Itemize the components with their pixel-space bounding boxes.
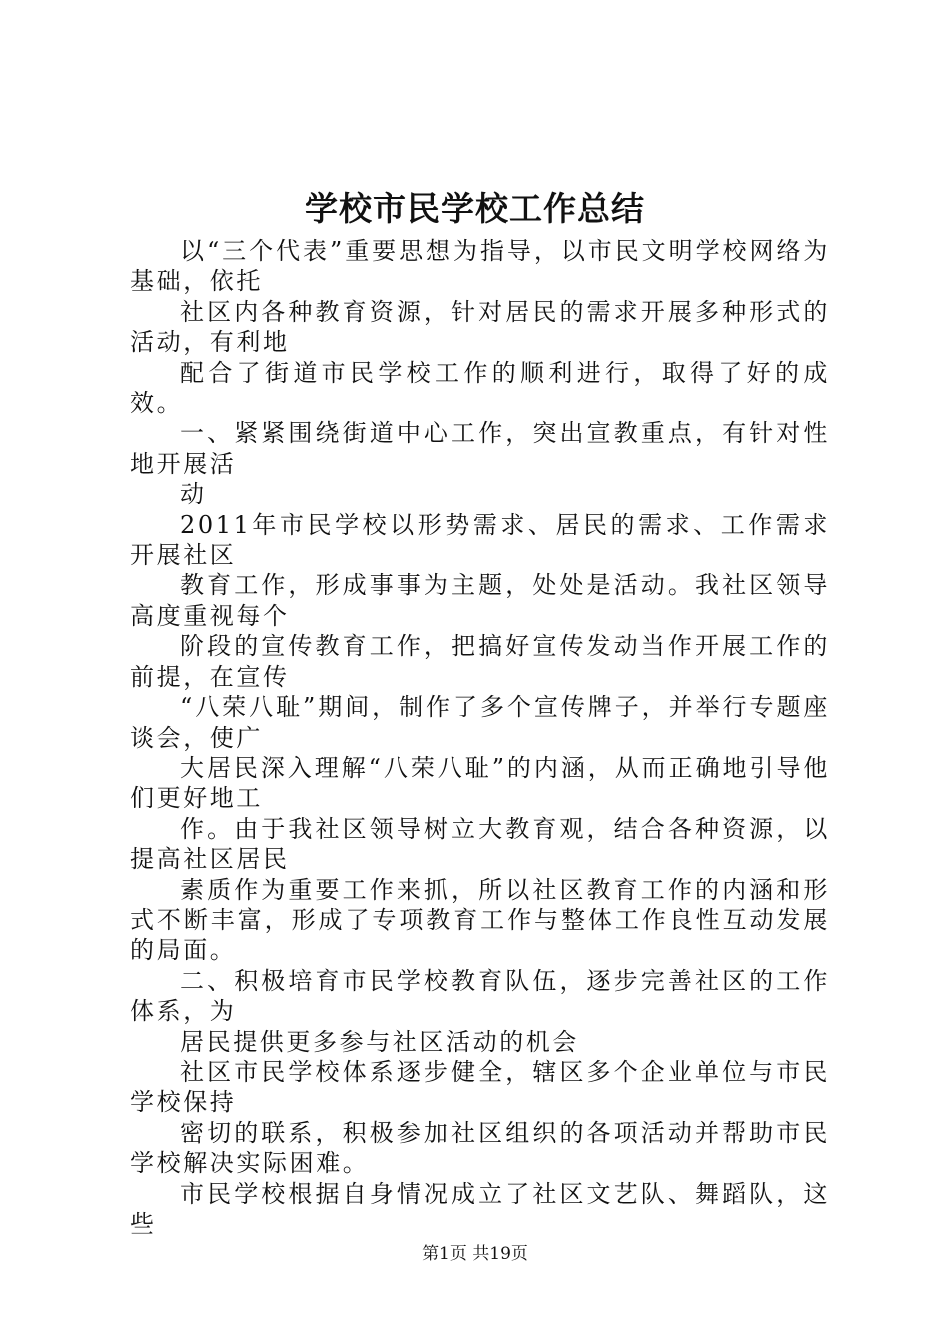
paragraph: 密切的联系，积极参加社区组织的各项活动并帮助市民学校解决实际困难。 <box>130 1118 830 1178</box>
paragraph: “八荣八耻”期间，制作了多个宣传牌子，并举行专题座谈会，使广 <box>130 693 830 752</box>
paragraph: 社区市民学校体系逐步健全，辖区多个企业单位与市民学校保持 <box>130 1057 830 1117</box>
paragraph: 社区内各种教育资源，针对居民的需求开展多种形式的活动，有利地 <box>130 297 830 357</box>
paragraph: 2011年市民学校以形势需求、居民的需求、工作需求开展社区 <box>130 510 830 570</box>
paragraph: 大居民深入理解“八荣八耻”的内涵，从而正确地引导他们更好地工 <box>130 753 830 813</box>
paragraph: 教育工作，形成事事为主题，处处是活动。我社区领导高度重视每个 <box>130 571 830 630</box>
section-heading: 二、积极培育市民学校教育队伍，逐步完善社区的工作体系，为 <box>130 966 830 1026</box>
document-body <box>130 236 830 1239</box>
paragraph: 配合了街道市民学校工作的顺利进行，取得了好的成效。 <box>130 358 830 418</box>
document-title: 学校市民学校工作总结 <box>305 189 645 228</box>
paragraph: 市民学校根据自身情况成立了社区文艺队、舞蹈队，这些 <box>130 1179 830 1238</box>
paragraph: 阶段的宣传教育工作，把搞好宣传发动当作开展工作的前提，在宣传 <box>130 632 830 691</box>
paragraph: 作。由于我社区领导树立大教育观，结合各种资源，以提高社区居民 <box>130 814 830 874</box>
section-heading-continuation: 居民提供更多参与社区活动的机会 <box>180 1027 579 1056</box>
section-heading: 一、紧紧围绕街道中心工作，突出宣教重点，有针对性地开展活 <box>130 419 830 478</box>
paragraph: 素质作为重要工作来抓，所以社区教育工作的内涵和形式不断丰富，形成了专项教育工作与整体工作良性互动发展的局面。 <box>130 875 830 965</box>
paragraph: 以“三个代表”重要思想为指导，以市民文明学校网络为基础，依托 <box>130 237 830 296</box>
page-number-footer: 第1页 共19页 <box>422 1244 528 1264</box>
section-heading-continuation: 动 <box>180 480 207 509</box>
